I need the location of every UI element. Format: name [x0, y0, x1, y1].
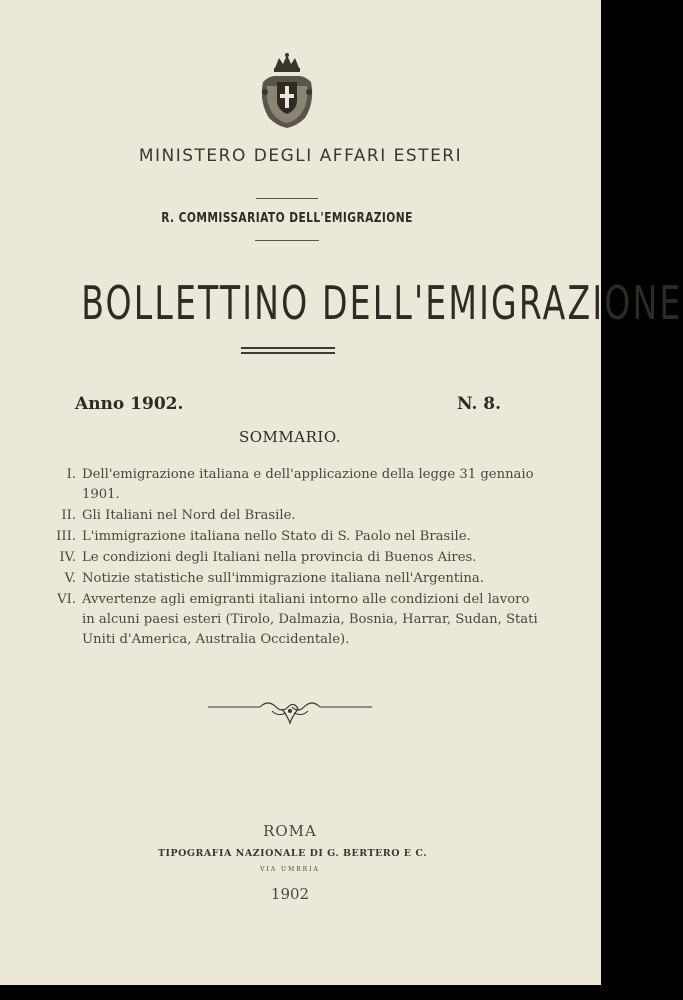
- issue-year: Anno 1902.: [75, 394, 184, 414]
- toc-item: [44, 590, 544, 650]
- imprint-printer: TIPOGRAFIA NAZIONALE DI G. BERTERO E C.: [157, 848, 428, 859]
- toc-item-text: L'immigrazione italiana nello Stato di S. Paolo nel Brasile.: [82, 529, 471, 544]
- toc-item: [44, 506, 544, 526]
- toc-item-number: I.: [66, 467, 76, 482]
- imprint-city: ROMA: [263, 822, 317, 840]
- toc-item-number: II.: [61, 508, 76, 523]
- commissariato-heading: R. COMMISSARIATO DELL'EMIGRAZIONE: [161, 211, 413, 226]
- toc-item: [44, 569, 544, 589]
- toc-item-number: V.: [64, 571, 76, 586]
- publication-title: BOLLETTINO DELL'EMIGRAZIONE: [81, 276, 683, 330]
- toc-item-number: VI.: [57, 592, 76, 607]
- toc-item-text: Gli Italiani nel Nord del Brasile.: [82, 508, 296, 523]
- imprint-year: 1902: [270, 885, 310, 903]
- table-of-contents: [44, 465, 544, 651]
- toc-item-text: Notizie statistiche sull'immigrazione italiana nell'Argentina.: [82, 571, 484, 586]
- toc-item-text: Dell'emigrazione italiana e dell'applicazione della legge 31 gennaio 1901.: [82, 467, 534, 502]
- toc-item: [44, 527, 544, 547]
- flourish-ornament-icon: [208, 697, 372, 731]
- toc-item-text: Avvertenze agli emigranti italiani intorno alle condizioni del lavoro in alcuni paesi esteri (Tirolo, Dalmazia, Bosnia, Harrar, Sudan, Stati Uniti d'America, Australia Occidentale).: [82, 592, 538, 647]
- royal-crest-icon: [255, 52, 319, 130]
- toc-item-number: III.: [56, 529, 76, 544]
- ministry-heading: MINISTERO DEGLI AFFARI ESTERI: [138, 146, 463, 166]
- toc-item-text: Le condizioni degli Italiani nella provincia di Buenos Aires.: [82, 550, 477, 565]
- double-rule-bottom: [241, 352, 335, 354]
- toc-item: [44, 465, 544, 505]
- summary-heading: SOMMARIO.: [238, 428, 342, 446]
- separator-rule: [255, 240, 319, 241]
- toc-item: [44, 548, 544, 568]
- issue-number: N. 8.: [457, 394, 502, 414]
- double-rule-top: [241, 347, 335, 349]
- separator-rule: [256, 198, 318, 199]
- imprint-street: VIA UMBRIA: [260, 866, 320, 873]
- toc-item-number: IV.: [59, 550, 76, 565]
